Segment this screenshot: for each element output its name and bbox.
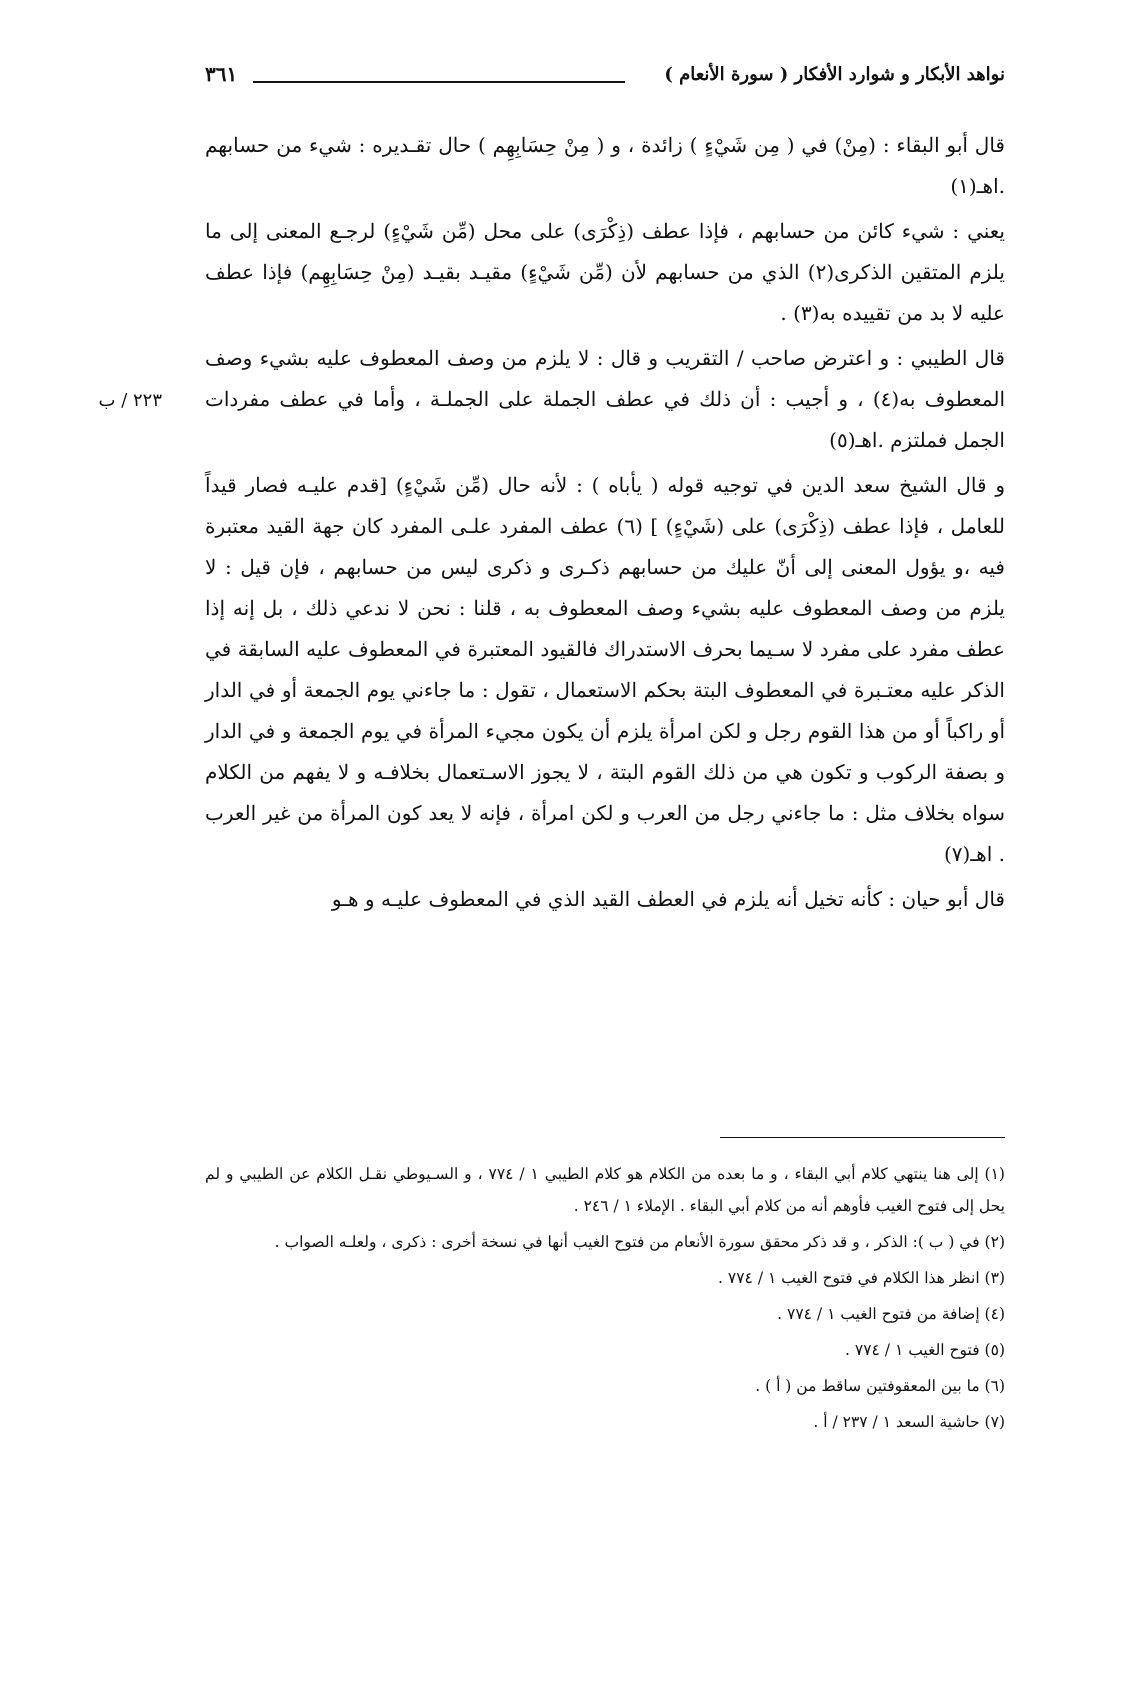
footnote: (٢) في ( ب ): الذكر ، و قد ذكر محقق سورة الأنعام من فتوح الغيب أنها في نسخة أخرى : ذكرى ، ولعلـه الصواب . — [274, 1233, 1005, 1251]
footnote-separator — [720, 1137, 1005, 1138]
footnote: (٤) إضافة من فتوح الغيب ١ / ٧٧٤ . — [777, 1305, 1005, 1323]
running-header — [205, 64, 1005, 94]
paragraph: و قال الشيخ سعد الدين في توجيه قوله ( يأباه ) : لأنه حال (مِّن شَيْءٍ) [قدم عليـه فصار قيداً للعامل ، فإذا عطف (ذِكْرَى) على (شَيْءٍ) ] (٦) عطف المفرد علـى المفرد كان جهة القيد معتبرة فيه ،و يؤول المعنى إلى أنّ عليك من حسابهم ذكـرى و ذكرى ليس من حسابهم ، فإن قيل : لا يلزم من وصف المعطوف عليه بشيء وصف المعطوف به ، قلنا : نحن لا ندعي ذلك ، بل إنه إذا عطف مفرد على مفرد لا سـيما بحرف الاستدراك فالقيود المعتبرة في المعطوف عليه السابقة في الذكر عليه معتـبرة في المعطوف البتة بحكم الاستعمال ، تقول : ما جاءني يوم الجمعة أو في الدار أو راكباً أو من هذا القوم رجل و لكن امرأة يلزم أن يكون مجيء المرأة في يوم الجمعة و في الدار و بصفة الركوب و تكون هي من ذلك القوم البتة ، لا يجوز الاسـتعمال بخلافـه و لا يفهم من الكلام سواه بخلاف مثل : ما جاءني رجل من العرب و لكن امرأة ، فإنه لا يعد كون المرأة من غير العرب . اهـ(٧) — [205, 473, 1005, 866]
footnote: (٥) فتوح الغيب ١ / ٧٧٤ . — [845, 1341, 1005, 1359]
footnotes — [205, 1158, 1005, 1442]
footnote: (٣) انظر هذا الكلام في فتوح الغيب ١ / ٧٧٤ . — [718, 1269, 1005, 1287]
footnote: (٦) ما بين المعقوفتين ساقط من ( أ ) . — [755, 1377, 1005, 1395]
header-title: نواهد الأبكار و شوارد الأفكار ( سورة الأنعام ) — [664, 64, 1005, 85]
footnote: (٧) حاشية السعد ١ / ٢٣٧ / أ . — [813, 1413, 1005, 1431]
paragraph: يعني : شيء كائن من حسابهم ، فإذا عطف (ذِكْرَى) على محل (مِّن شَيْءٍ) لرجـع المعنى إلى ما يلزم المتقين الذكرى(٢) الذي من حسابهم لأن (مِّن شَيْءٍ) مقيـد بقيـد (مِنْ حِسَابِهِم) فإذا عطف عليه لا بد من تقييده به(٣) . — [205, 219, 1005, 325]
footnote: (١) إلى هنا ينتهي كلام أبي البقاء ، و ما بعده من الكلام هو كلام الطيبي ١ / ٧٧٤ ، و السـيوطي نقـل الكلام عن الطيبي و لم يحل إلى فتوح الغيب فأوهم أنه من كلام أبي البقاء . الإملاء ١ / ٢٤٦ . — [205, 1165, 1005, 1215]
paragraph: قال أبو البقاء : (مِنْ) في ( مِن شَيْءٍ ) زائدة ، و ( مِنْ حِسَابِهِم ) حال تقـديره : شيء من حسابهم .اهـ(١) — [205, 133, 1005, 198]
main-text — [205, 125, 1005, 924]
header-rule — [253, 81, 625, 83]
margin-folio-note: ٢٢٣ / ب — [98, 390, 162, 411]
paragraph: قال أبو حيان : كأنه تخيل أنه يلزم في العطف القيد الذي في المعطوف عليـه و هـو — [331, 887, 1005, 911]
paragraph: قال الطيبي : و اعترض صاحب / التقريب و قال : لا يلزم من وصف المعطوف عليه بشيء وصف المعطوف به(٤) ، و أجيب : أن ذلك في عطف الجملة على الجملـة ، وأما في عطف مفردات الجمل فملتزم .اهـ(٥) — [205, 346, 1006, 452]
page-number: ٣٦١ — [205, 62, 238, 86]
